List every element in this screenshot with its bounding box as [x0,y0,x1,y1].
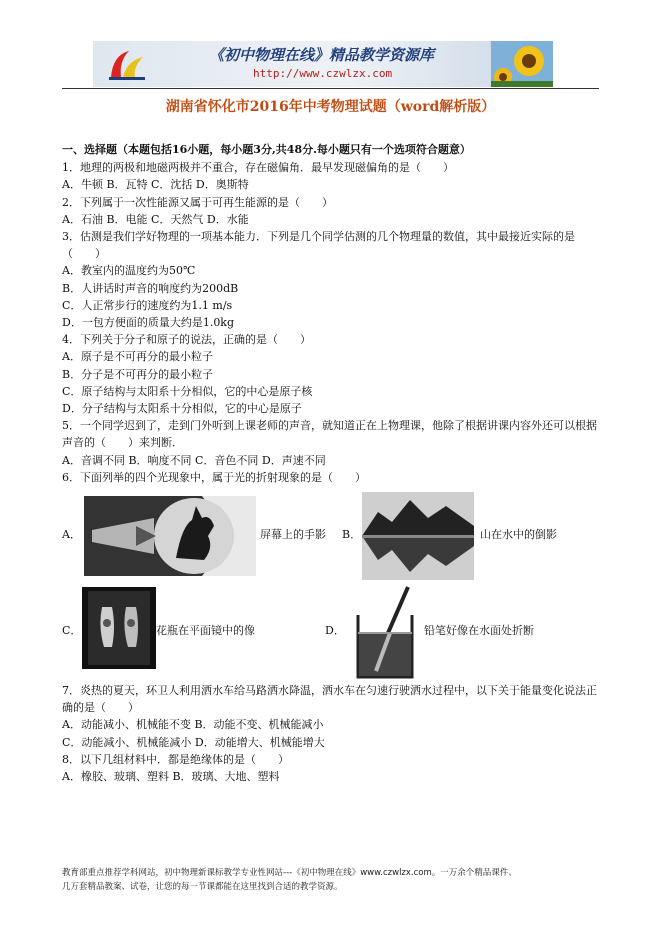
question-content [62,141,602,785]
mountain-reflection-image [362,492,474,580]
option-a-caption: 屏幕上的手影 [260,528,326,542]
question-3-option-b: B．人讲话时声音的响度约为200dB [62,281,239,295]
question-3-option-a: A．教室内的温度约为50℃ [62,264,196,278]
question-3-option-c: C．人正常步行的速度约为1.1 m/s [62,298,233,312]
header-banner [93,41,553,87]
option-d-caption: 铅笔好像在水面处折断 [424,624,534,638]
question-4-option-c: C．原子结构与太阳系十分相似，它的中心是原子核 [62,384,313,398]
site-logo [107,47,147,81]
vase-mirror-image [82,587,156,669]
banner-url[interactable]: http://www.czwlzx.com [253,67,393,80]
header-rule [62,88,599,89]
question-1-options: A．牛顿 B．瓦特 C．沈括 D．奥斯特 [62,178,249,192]
option-b-caption: 山在水中的倒影 [480,528,557,542]
question-6: 6．下面列举的四个光现象中，属于光的折射现象的是（ ） [62,470,366,484]
question-3: 3．估测是我们学好物理的一项基本能力．下列是几个同学估测的几个物理量的数值，其中最接近实际的是 [62,230,575,244]
question-2-options: A．石油 B．电能 C．天然气 D．水能 [62,212,249,226]
question-5: 5．一个同学迟到了，走到门外听到上课老师的声音，就知道正在上物理课，他除了根据讲课内容外还可以根据声音的（ ）来判断． [62,419,597,450]
option-d-letter: D． [325,624,345,638]
question-8: 8．以下几组材料中．都是绝缘体的是（ ） [62,752,289,766]
footer-line-1: 教育部重点推荐学科网站，初中物理新课标教学专业性网站---《初中物理在线》www.czwlzx.com。一万余个精品课件、 [62,868,517,878]
hand-shadow-image [84,496,256,576]
question-7-options-cd: C．动能减小、机械能减小 D．动能增大、机械能增大 [62,735,325,749]
option-b-letter: B． [342,528,362,542]
pencil-in-water-image [352,585,418,681]
question-3-paren: （ ） [62,247,106,261]
question-4-option-d: D．分子结构与太阳系十分相似，它的中心是原子 [62,402,302,416]
question-2: 2．下列属于一次性能源又属于可再生能源的是（ ） [62,195,333,209]
question-4: 4．下列关于分子和原子的说法，正确的是（ ） [62,333,311,347]
question-4-option-a: A．原子是不可再分的最小粒子 [62,350,213,364]
question-4-option-b: B．分子是不可再分的最小粒子 [62,367,214,381]
option-c-letter: C． [62,624,82,638]
question-5-options: A．音调不同 B．响度不同 C．音色不同 D．声速不同 [62,453,326,467]
page-footer [62,866,602,894]
question-6-row-cd [62,585,602,682]
question-7: 7．炎热的夏天，环卫人利用洒水车给马路洒水降温，洒水车在匀速行驶洒水过程中，以下关于能量变化说法正确的是（ ） [62,684,597,715]
section-heading: 一、选择题（本题包括16小题，每小题3分,共48分.每小题只有一个选项符合题意） [62,143,471,156]
banner-title: 《初中物理在线》精品教学资源库 [209,46,435,64]
option-c-caption: 花瓶在平面镜中的像 [156,624,255,638]
question-6-row-ab [62,486,602,585]
question-1: 1．地理的两极和地磁两极并不重合，存在磁偏角．最早发现磁偏角的是（ ） [62,161,454,175]
sunflower-image [491,41,553,87]
question-8-options: A．橡胶、玻璃、塑料 B．玻璃、大地、塑料 [62,770,280,784]
page-title: 湖南省怀化市2016年中考物理试题（word解析版） [165,99,496,115]
question-3-option-d: D．一包方便面的质量大约是1.0kg [62,316,235,330]
footer-line-2: 几万套精品教案、试卷，让您的每一节课都能在这里找到合适的教学资源。 [62,882,343,892]
option-a-letter: A． [62,528,81,542]
question-7-options-ab: A．动能减小、机械能不变 B．动能不变、机械能减小 [62,718,324,732]
